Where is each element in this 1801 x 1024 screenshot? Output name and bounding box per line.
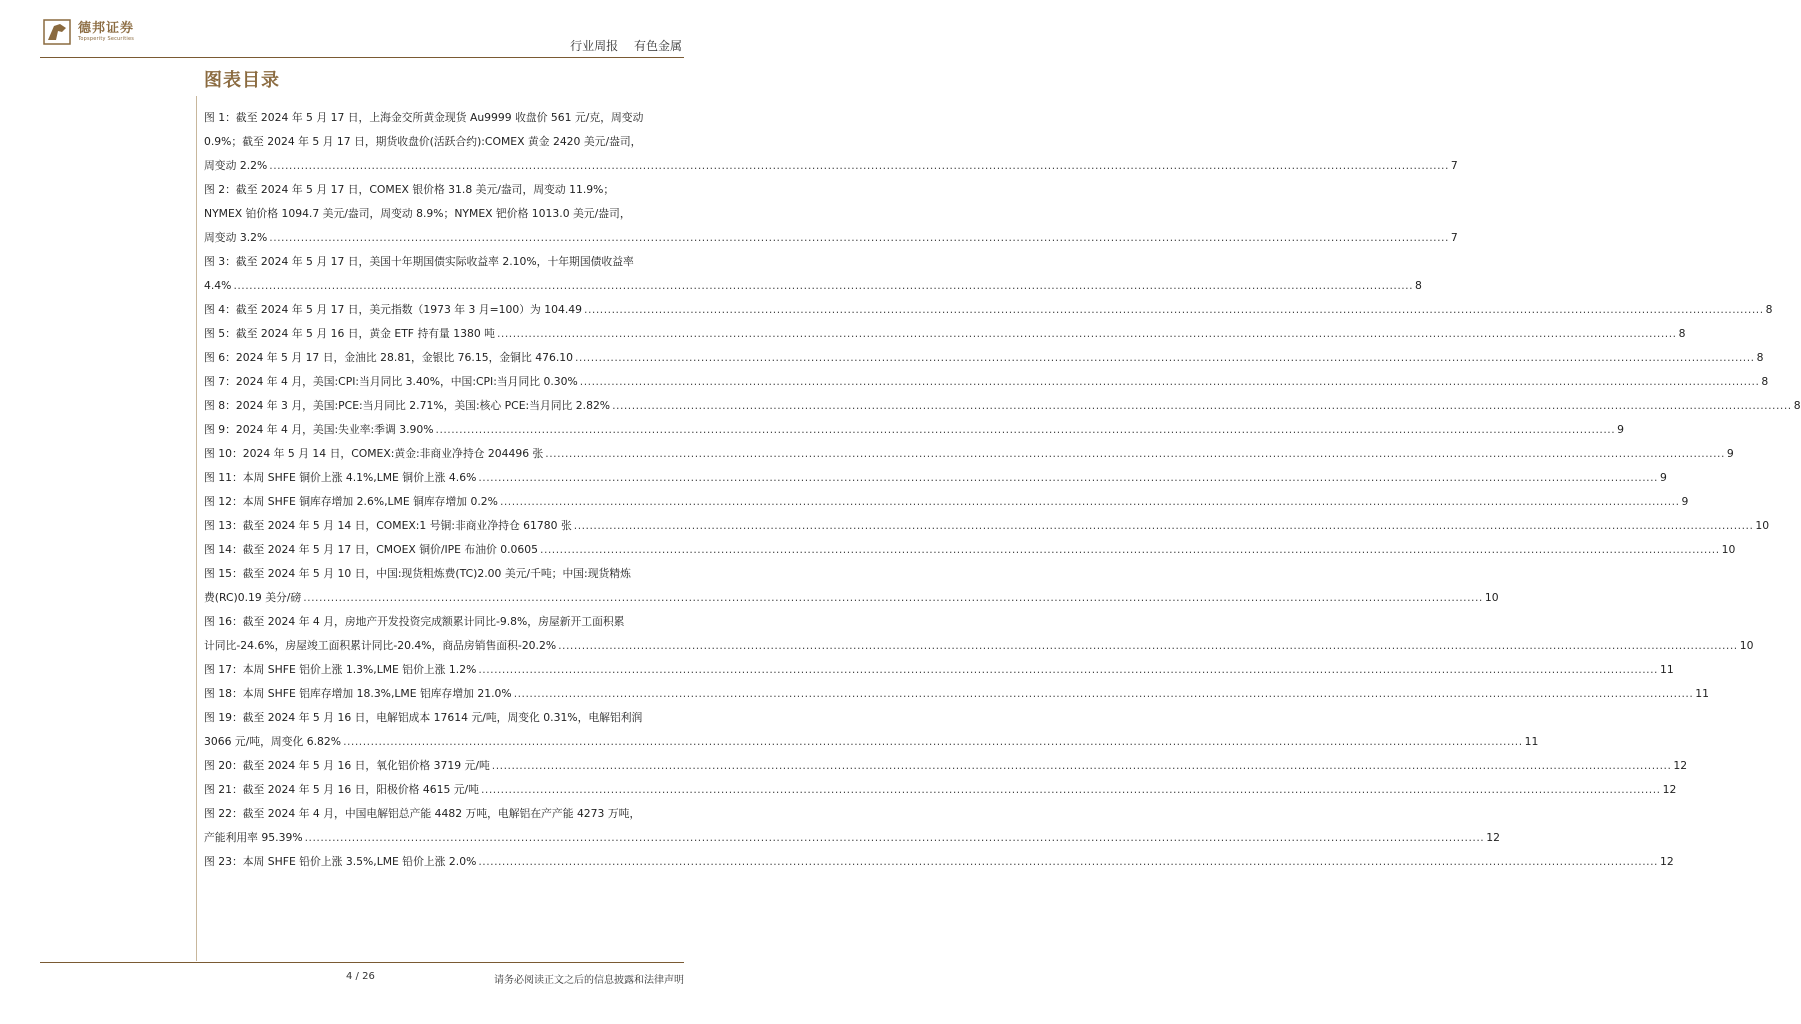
toc-entry-text-line: 图 10：2024 年 5 月 14 日，COMEX:黄金:非商业净持仓 204496 张 <box>204 447 544 460</box>
toc-entry[interactable] <box>204 370 1769 394</box>
toc-entry-text-line: 图 4：截至 2024 年 5 月 17 日，美元指数（1973 年 3 月=100）为 104.49 <box>204 303 583 316</box>
toc-page-number: 12 <box>1486 831 1500 844</box>
toc-entry-text-line: 图 23：本周 SHFE 铅价上涨 3.5%,LME 铅价上涨 2.0% <box>204 855 477 868</box>
toc-entry[interactable] <box>204 250 1422 298</box>
toc-leader-dots: ............................................................................................................................................................................................................................................................................................................ <box>579 375 1760 388</box>
toc-entry[interactable] <box>204 706 1539 754</box>
toc-entry[interactable] <box>204 490 1689 514</box>
toc-leader-dots: ............................................................................................................................................................................................................................................................................................................ <box>513 687 1694 700</box>
toc-entry-text-line: 周变动 3.2% <box>204 231 268 244</box>
toc-page-number: 7 <box>1450 159 1458 172</box>
toc-entry[interactable] <box>204 442 1734 466</box>
toc-entry[interactable] <box>204 394 1801 418</box>
toc-leader-dots: ............................................................................................................................................................................................................................................................................................................ <box>303 591 1483 604</box>
toc-leader-dots: ............................................................................................................................................................................................................................................................................................................ <box>478 471 1658 484</box>
toc-leader-dots: ............................................................................................................................................................................................................................................................................................................ <box>545 447 1725 460</box>
toc-entry-text-line: 图 13：截至 2024 年 5 月 14 日，COMEX:1 号铜:非商业净持仓 61780 张 <box>204 519 572 532</box>
toc-page-number: 9 <box>1659 471 1667 484</box>
report-header <box>558 37 682 54</box>
toc-leader-dots: ............................................................................................................................................................................................................................................................................................................ <box>269 231 1449 244</box>
toc-page-number: 11 <box>1524 735 1539 748</box>
toc-page-number: 11 <box>1695 687 1710 700</box>
toc-leader-dots: ............................................................................................................................................................................................................................................................................................................ <box>584 303 1764 316</box>
toc-entry-text-line: 0.9%；截至 2024 年 5 月 17 日，期货收盘价(活跃合约):COMEX 黄金 2420 美元/盎司， <box>204 135 642 148</box>
toc-entry[interactable] <box>204 106 1458 178</box>
toc-entry[interactable] <box>204 658 1674 682</box>
toc-entry-text-line: 图 16：截至 2024 年 4 月，房地产开发投资完成额累计同比-9.8%，房屋新开工面积累 <box>204 615 625 628</box>
toc-page-number: 9 <box>1617 423 1624 436</box>
toc-leader-dots: ............................................................................................................................................................................................................................................................................................................ <box>491 759 1672 772</box>
toc-entry-text-line: 图 14：截至 2024 年 5 月 17 日，CMOEX 铜价/IPE 布油价 0.0605 <box>204 543 539 556</box>
toc-entry-text-line: 图 21：截至 2024 年 5 月 16 日，阳极价格 4615 元/吨 <box>204 783 479 796</box>
toc-leader-dots: ............................................................................................................................................................................................................................................................................................................ <box>558 639 1738 652</box>
toc-entry[interactable] <box>204 346 1764 370</box>
toc-page-number: 10 <box>1755 519 1770 532</box>
toc-entry[interactable] <box>204 322 1686 346</box>
toc-leader-dots: ............................................................................................................................................................................................................................................................................................................ <box>573 519 1754 532</box>
toc-leader-dots: ............................................................................................................................................................................................................................................................................................................ <box>496 327 1677 340</box>
toc-entry[interactable] <box>204 562 1499 610</box>
footer-divider <box>40 962 684 963</box>
toc-entry-text-line: 周变动 2.2% <box>204 159 268 172</box>
toc-entry[interactable] <box>204 538 1736 562</box>
toc-entry-text-line: 图 20：截至 2024 年 5 月 16 日，氧化铝价格 3719 元/吨 <box>204 759 490 772</box>
report-sector: 有色金属 <box>633 39 682 53</box>
toc-entry[interactable] <box>204 850 1674 874</box>
toc-page-number: 12 <box>1659 855 1674 868</box>
toc-page-number: 12 <box>1673 759 1688 772</box>
horse-logo-icon <box>42 18 72 46</box>
toc-entry-text-line: 图 12：本周 SHFE 铜库存增加 2.6%,LME 铜库存增加 0.2% <box>204 495 498 508</box>
toc-leader-dots: ............................................................................................................................................................................................................................................................................................................ <box>612 399 1792 412</box>
toc-entry-text-line: 图 15：截至 2024 年 5 月 10 日，中国:现货粗炼费(TC)2.00 美元/千吨；中国:现货精炼 <box>204 567 631 580</box>
toc-entry-text-line: 图 22：截至 2024 年 4 月，中国电解铝总产能 4482 万吨，电解铝在产产能 4273 万吨， <box>204 807 641 820</box>
toc-entry-text-line: 图 7：2024 年 4 月，美国:CPI:当月同比 3.40%，中国:CPI:当月同比 0.30% <box>204 375 578 388</box>
toc-entry[interactable] <box>204 418 1624 442</box>
report-category: 行业周报 <box>570 39 619 53</box>
toc-entry-text-line: 图 3：截至 2024 年 5 月 17 日，美国十年期国债实际收益率 2.10%，十年期国债收益率 <box>204 255 634 268</box>
toc-page-number: 8 <box>1415 279 1422 292</box>
toc-entry-text-line: 计同比-24.6%，房屋竣工面积累计同比-20.4%，商品房销售面积-20.2% <box>204 639 557 652</box>
toc-page-number: 8 <box>1793 399 1801 412</box>
page-number: 4 / 26 <box>346 971 375 982</box>
toc-page-number: 8 <box>1756 351 1764 364</box>
toc-entry-text-line: 图 1：截至 2024 年 5 月 17 日，上海金交所黄金现货 Au9999 收盘价 561 元/克，周变动 <box>204 111 644 124</box>
toc-leader-dots: ............................................................................................................................................................................................................................................................................................................ <box>480 783 1661 796</box>
toc-page-number: 7 <box>1450 231 1458 244</box>
toc-page-number: 11 <box>1659 663 1674 676</box>
header-divider <box>40 57 684 58</box>
page-title: 图表目录 <box>204 70 280 91</box>
toc-entry-text-line: 图 17：本周 SHFE 铝价上涨 1.3%,LME 铝价上涨 1.2% <box>204 663 477 676</box>
toc-entry[interactable] <box>204 802 1500 850</box>
toc-page-number: 9 <box>1681 495 1689 508</box>
toc-entry-text-line: 图 11：本周 SHFE 铜价上涨 4.1%,LME 铜价上涨 4.6% <box>204 471 477 484</box>
toc-page-number: 9 <box>1726 447 1734 460</box>
toc-entry-text-line: 图 5：截至 2024 年 5 月 16 日，黄金 ETF 持有量 1380 吨 <box>204 327 495 340</box>
toc-entry-text-line: 4.4% <box>204 279 232 292</box>
toc-entry-text-line: 图 8：2024 年 3 月，美国:PCE:当月同比 2.71%，美国:核心 PCE:当月同比 2.82% <box>204 399 611 412</box>
toc-page-number: 12 <box>1662 783 1677 796</box>
toc-entry[interactable] <box>204 682 1710 706</box>
toc-entry-text-line: NYMEX 铂价格 1094.7 美元/盎司，周变动 8.9%；NYMEX 钯价格 1013.0 美元/盎司， <box>204 207 631 220</box>
toc-left-rule <box>196 96 197 961</box>
toc-leader-dots: ............................................................................................................................................................................................................................................................................................................ <box>499 495 1680 508</box>
disclaimer-text: 请务必阅读正文之后的信息披露和法律声明 <box>494 975 684 986</box>
toc-leader-dots: ............................................................................................................................................................................................................................................................................................................ <box>478 663 1658 676</box>
toc-entry[interactable] <box>204 610 1754 658</box>
toc-entry[interactable] <box>204 466 1667 490</box>
toc-entry-text-line: 图 2：截至 2024 年 5 月 17 日，COMEX 银价格 31.8 美元/盎司，周变动 11.9%； <box>204 183 615 196</box>
toc-entry-text-line: 图 18：本周 SHFE 铝库存增加 18.3%,LME 铝库存增加 21.0% <box>204 687 512 700</box>
toc-page-number: 8 <box>1761 375 1769 388</box>
toc-page-number: 10 <box>1739 639 1754 652</box>
toc-page-number: 8 <box>1765 303 1773 316</box>
toc-entry-text-line: 图 19：截至 2024 年 5 月 16 日，电解铝成本 17614 元/吨，周变化 0.31%，电解铝利润 <box>204 711 643 724</box>
toc-page-number: 10 <box>1721 543 1736 556</box>
toc-entry-text-line: 费(RC)0.19 美分/磅 <box>204 591 302 604</box>
toc-entry[interactable] <box>204 778 1677 802</box>
toc-leader-dots: ............................................................................................................................................................................................................................................................................................................ <box>540 543 1720 556</box>
toc-leader-dots: ............................................................................................................................................................................................................................................................................................................ <box>575 351 1755 364</box>
toc-entry-text-line: 3066 元/吨，周变化 6.82% <box>204 735 342 748</box>
figure-list <box>204 106 1801 874</box>
toc-entry[interactable] <box>204 514 1770 538</box>
logo-company-name: 德邦证券 <box>78 21 135 36</box>
toc-leader-dots: ............................................................................................................................................................................................................................................................................................................ <box>304 831 1485 844</box>
toc-leader-dots: ............................................................................................................................................................................................................................................................................................................ <box>435 423 1616 436</box>
toc-entry-text-line: 图 9：2024 年 4 月，美国:失业率:季调 3.90% <box>204 423 434 436</box>
toc-entry[interactable] <box>204 178 1458 250</box>
logo-company-name-en: Topsperity Securities <box>78 36 135 42</box>
toc-leader-dots: ............................................................................................................................................................................................................................................................................................................ <box>233 279 1414 292</box>
toc-entry-text-line: 图 6：2024 年 5 月 17 日，金油比 28.81，金银比 76.15，金铜比 476.10 <box>204 351 573 364</box>
toc-leader-dots: ............................................................................................................................................................................................................................................................................................................ <box>478 855 1658 868</box>
toc-entry[interactable] <box>204 754 1688 778</box>
toc-leader-dots: ............................................................................................................................................................................................................................................................................................................ <box>343 735 1523 748</box>
toc-page-number: 10 <box>1484 591 1499 604</box>
company-logo <box>42 18 134 46</box>
toc-page-number: 8 <box>1678 327 1686 340</box>
toc-leader-dots: ............................................................................................................................................................................................................................................................................................................ <box>269 159 1449 172</box>
toc-entry-text-line: 产能利用率 95.39% <box>204 831 303 844</box>
toc-entry[interactable] <box>204 298 1773 322</box>
